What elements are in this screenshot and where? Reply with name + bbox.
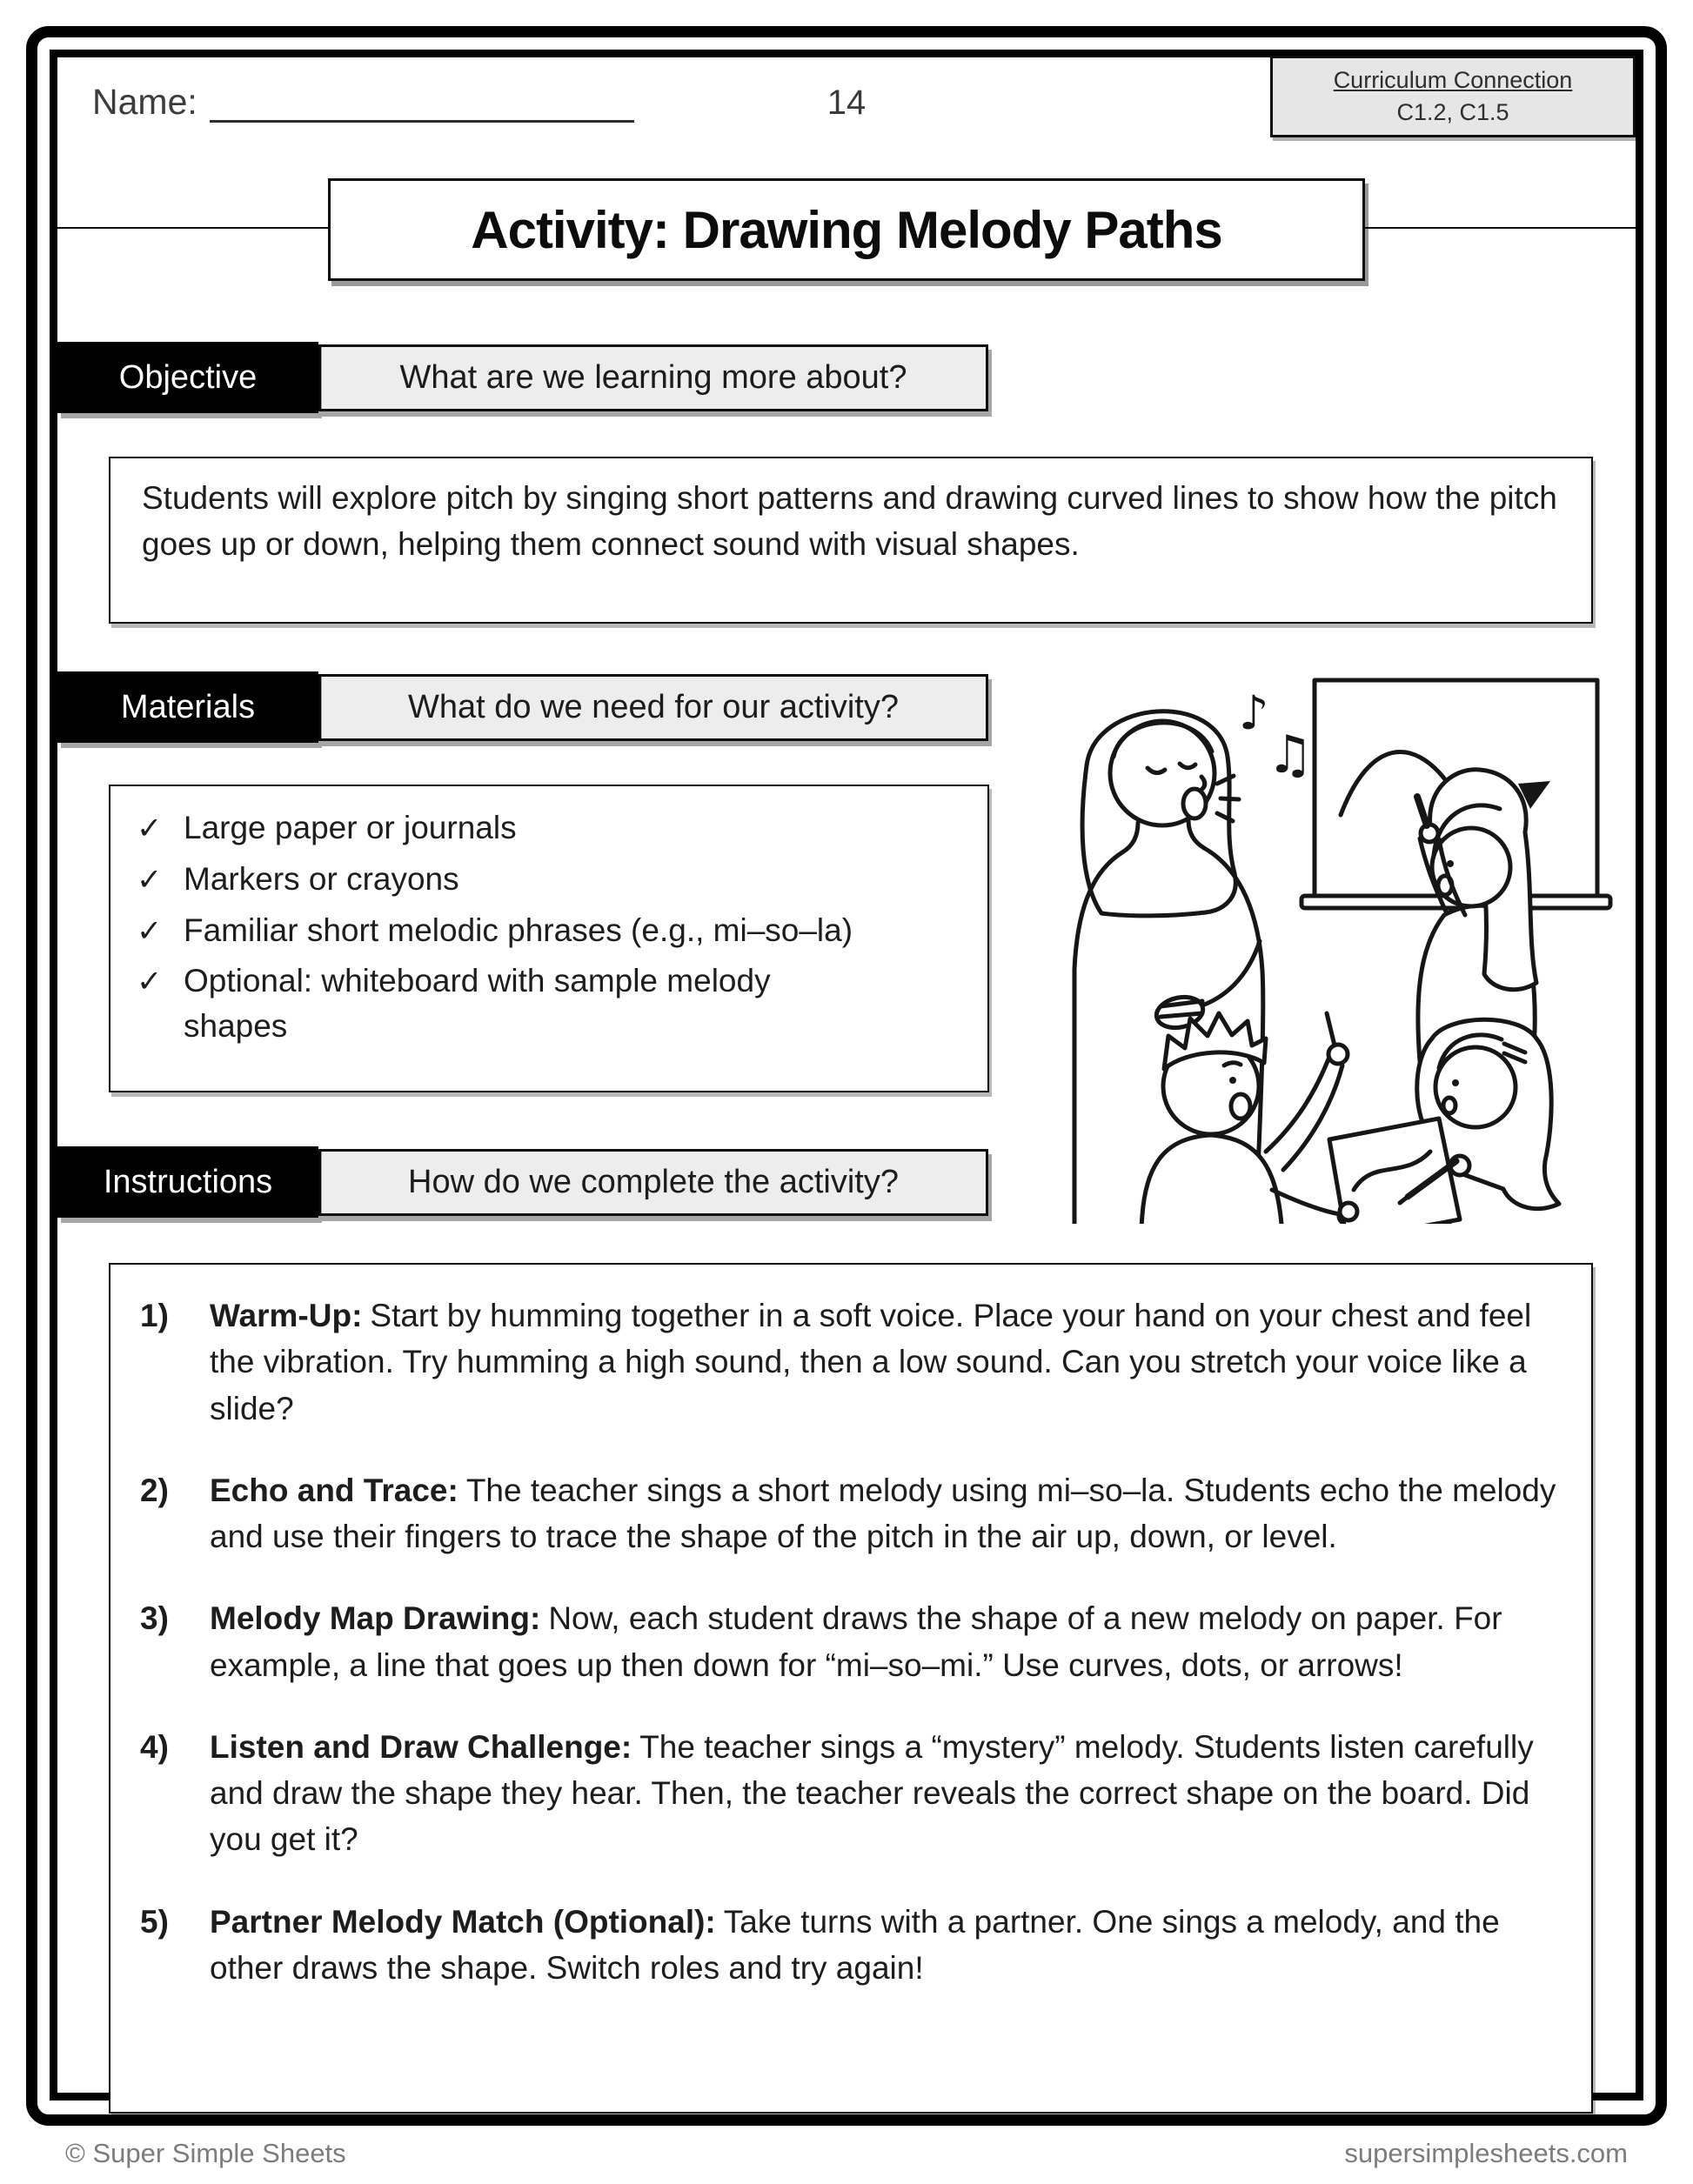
step-description: Take turns with a partner. One sings a melody, and the other draws the shape. Switch roles and try again! — [210, 1903, 1500, 1986]
material-item-text: Large paper or journals — [184, 810, 517, 845]
step-number: 1) — [140, 1298, 169, 1333]
step-description: Start by humming together in a soft voice. Place your hand on your chest and feel the vibration. Try humming a high sound, then a low sound. Can you stretch your voice like a slide? — [210, 1298, 1532, 1426]
objective-text: Students will explore pitch by singing short patterns and drawing curved lines to show how the pitch goes up or down, helping them connect sound with visual shapes. — [142, 480, 1557, 562]
step-description: The teacher sings a short melody using mi–so–la. Students echo the melody and use their fingers to trace the shape of the pitch in the air up, down, or level. — [210, 1472, 1556, 1555]
name-field-row — [92, 82, 634, 123]
objective-section-label: Objective — [57, 342, 318, 413]
step-number: 5) — [140, 1903, 169, 1940]
step-text — [210, 1595, 1556, 1688]
step-text — [210, 1724, 1556, 1863]
activity-title-box — [328, 178, 1365, 281]
material-list-item — [137, 958, 961, 1049]
footer-copyright: © Super Simple Sheets — [65, 2138, 346, 2168]
student-drawing — [1329, 1019, 1559, 1224]
material-list-item — [137, 805, 961, 851]
step-title: Melody Map Drawing: — [210, 1600, 541, 1637]
step-title: Listen and Draw Challenge: — [210, 1728, 632, 1765]
footer-website: supersimplesheets.com — [1344, 2138, 1628, 2168]
materials-list-box — [109, 785, 989, 1092]
classroom-illustration — [1041, 654, 1623, 1224]
step-text — [210, 1899, 1556, 1992]
step-description: The teacher sings a “mystery” melody. Students listen carefully and draw the shape they hear. Then, the teacher reveals the correct shape on the board. Did you get it? — [210, 1728, 1534, 1858]
step-title: Warm-Up: — [210, 1298, 363, 1333]
music-note-icon: ♫ — [1267, 725, 1314, 785]
step-title: Partner Melody Match (Optional): — [210, 1903, 716, 1940]
step-number: 4) — [140, 1728, 169, 1765]
materials-question-pill: What do we need for our activity? — [318, 674, 988, 741]
instructions-list-box — [109, 1263, 1593, 2114]
step-title: Echo and Trace: — [210, 1472, 458, 1508]
instruction-step — [140, 1724, 1556, 1863]
name-label: Name: — [92, 82, 197, 122]
curriculum-codes: C1.2, C1.5 — [1396, 99, 1509, 125]
page-footer — [65, 2138, 1628, 2169]
name-blank-line[interactable] — [210, 83, 634, 123]
instructions-question-pill: How do we complete the activity? — [318, 1149, 988, 1216]
instructions-section-label: Instructions — [57, 1146, 318, 1218]
student-at-board — [1417, 770, 1536, 1061]
instruction-step — [140, 1899, 1556, 1992]
checkmark-icon: ✓ — [137, 862, 163, 897]
objective-question-pill: What are we learning more about? — [318, 344, 988, 411]
checkmark-icon: ✓ — [137, 913, 163, 948]
page-number: 14 — [826, 83, 867, 122]
step-description: Now, each student draws the shape of a new melody on paper. For example, a line that goes up then down for “mi–so–mi.” Use curves, dots, or arrows! — [210, 1600, 1502, 1683]
material-item-text: Optional: whiteboard with sample melody shapes — [184, 963, 771, 1045]
activity-title: Activity: Drawing Melody Paths — [471, 200, 1222, 259]
curriculum-connection-box — [1270, 56, 1636, 137]
instruction-step — [140, 1595, 1556, 1688]
pointing-finger — [1327, 1013, 1335, 1045]
material-list-item — [137, 857, 961, 902]
objective-text-box — [109, 457, 1593, 624]
material-item-text: Markers or crayons — [184, 860, 459, 897]
instruction-step — [140, 1467, 1556, 1560]
step-number: 2) — [140, 1472, 169, 1508]
checkmark-icon: ✓ — [137, 811, 163, 845]
material-list-item — [137, 908, 961, 953]
step-text — [210, 1467, 1556, 1560]
material-item-text: Familiar short melodic phrases (e.g., mi–so–la) — [184, 912, 853, 948]
step-number: 3) — [140, 1600, 169, 1637]
instruction-step — [140, 1292, 1556, 1432]
step-text — [210, 1292, 1556, 1432]
music-note-icon: ♪ — [1239, 685, 1269, 740]
materials-section-label: Materials — [57, 671, 318, 743]
checkmark-icon: ✓ — [137, 965, 163, 999]
curriculum-title: Curriculum Connection — [1333, 67, 1573, 93]
